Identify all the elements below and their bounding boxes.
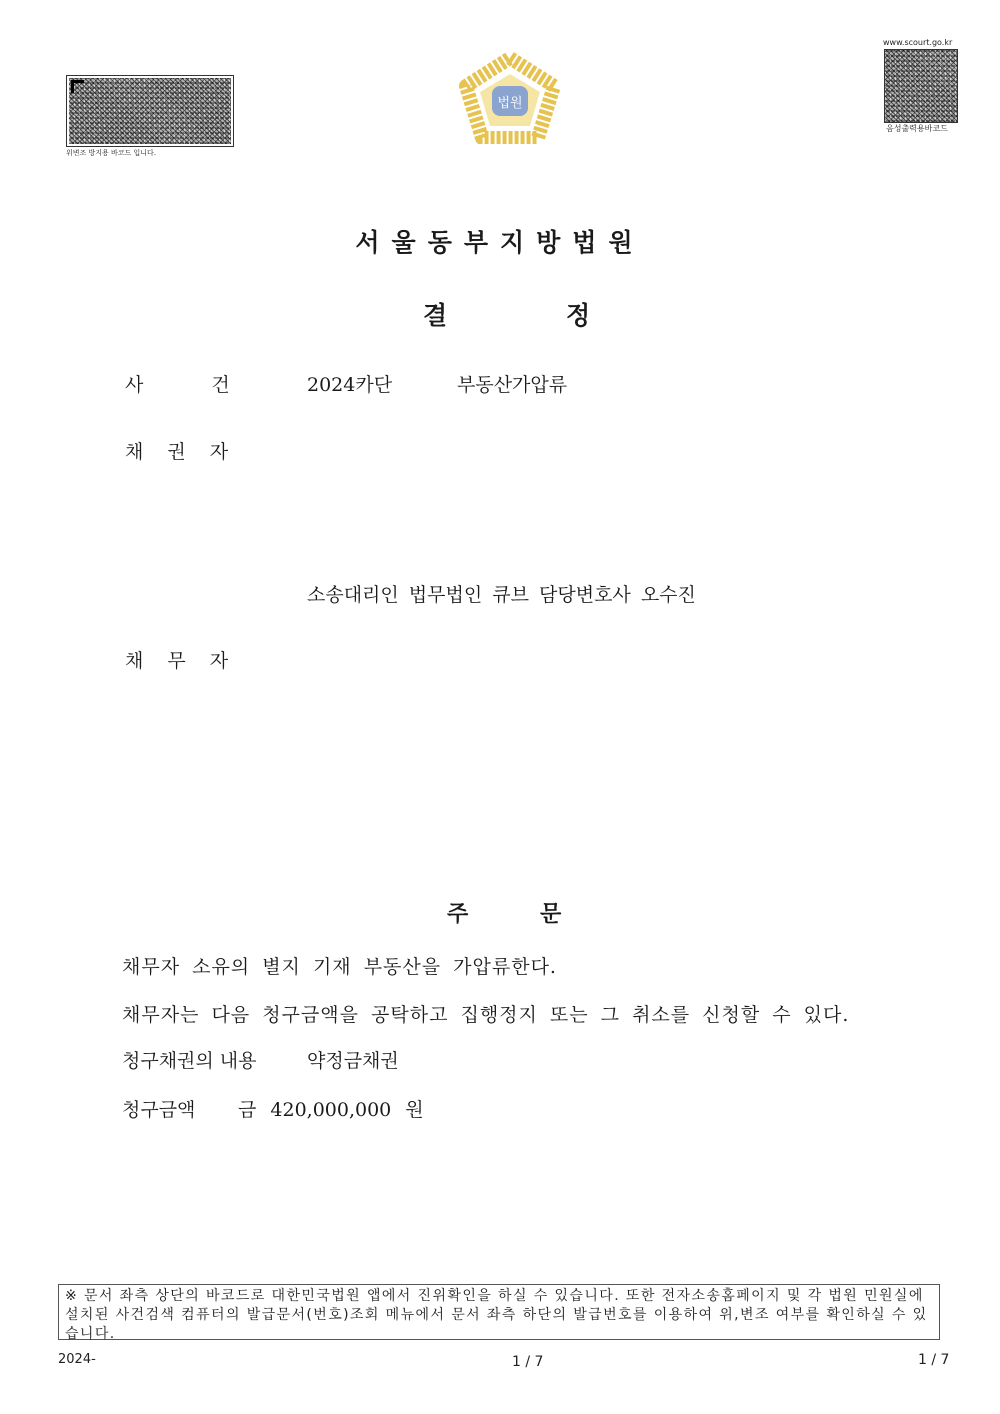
left-barcode-caption: 위변조 방지용 바코드 입니다. — [66, 149, 157, 157]
barcode-image — [69, 78, 231, 144]
order-line-1: 채무자 소유의 별지 기재 부동산을 가압류한다. — [122, 956, 557, 978]
issue-number: 2024- — [58, 1352, 96, 1367]
case-type: 부동산가압류 — [457, 374, 568, 396]
case-label: 사 건 — [125, 374, 230, 396]
court-seal-icon — [458, 52, 562, 144]
case-number: 2024카단 — [307, 374, 393, 396]
seal-text: 법원 — [497, 96, 523, 111]
right-barcode-caption: 음성출력용바코드 — [886, 124, 948, 133]
right-barcode-url: www.scourt.go.kr — [883, 38, 953, 47]
voice-output-barcode — [884, 49, 958, 123]
court-name: 서울동부지방법원 — [355, 228, 645, 257]
barcode-corner-mark — [71, 80, 84, 93]
creditor-label: 채 권 자 — [125, 441, 229, 463]
order-title-right: 문 — [540, 902, 562, 927]
page-number-center: 1 / 7 — [512, 1354, 544, 1370]
order-title-left: 주 — [447, 902, 469, 927]
claim-label: 청구채권의 내용 — [122, 1050, 257, 1072]
amount-value: 금 420,000,000 원 — [238, 1099, 424, 1121]
verification-barcode — [66, 75, 234, 147]
claim-value: 약정금채권 — [307, 1050, 399, 1072]
footer-notice-text: ※ 문서 좌측 상단의 바코드로 대한민국법원 앱에서 진위확인을 하실 수 있습니다. 또한 전자소송홈페이지 및 각 법원 민원실에 설치된 사건검색 컴퓨터의 발급문서(번호)조회 메뉴에서 문서 좌측 하단의 발급번호를 이용하여 위,변조 여부를 확인하실 수 있습니다. — [65, 1288, 928, 1342]
creditor-agent: 소송대리인 법무법인 큐브 담당변호사 오수진 — [307, 584, 696, 606]
order-line-2: 채무자는 다음 청구금액을 공탁하고 집행정지 또는 그 취소를 신청할 수 있다. — [122, 1004, 850, 1026]
debtor-label: 채 무 자 — [125, 650, 229, 672]
page-number-right: 1 / 7 — [918, 1352, 950, 1368]
footer-notice-box — [58, 1284, 940, 1340]
doc-title-left: 결 — [423, 301, 448, 330]
amount-label: 청구금액 — [122, 1099, 196, 1121]
doc-title-right: 정 — [566, 301, 591, 330]
